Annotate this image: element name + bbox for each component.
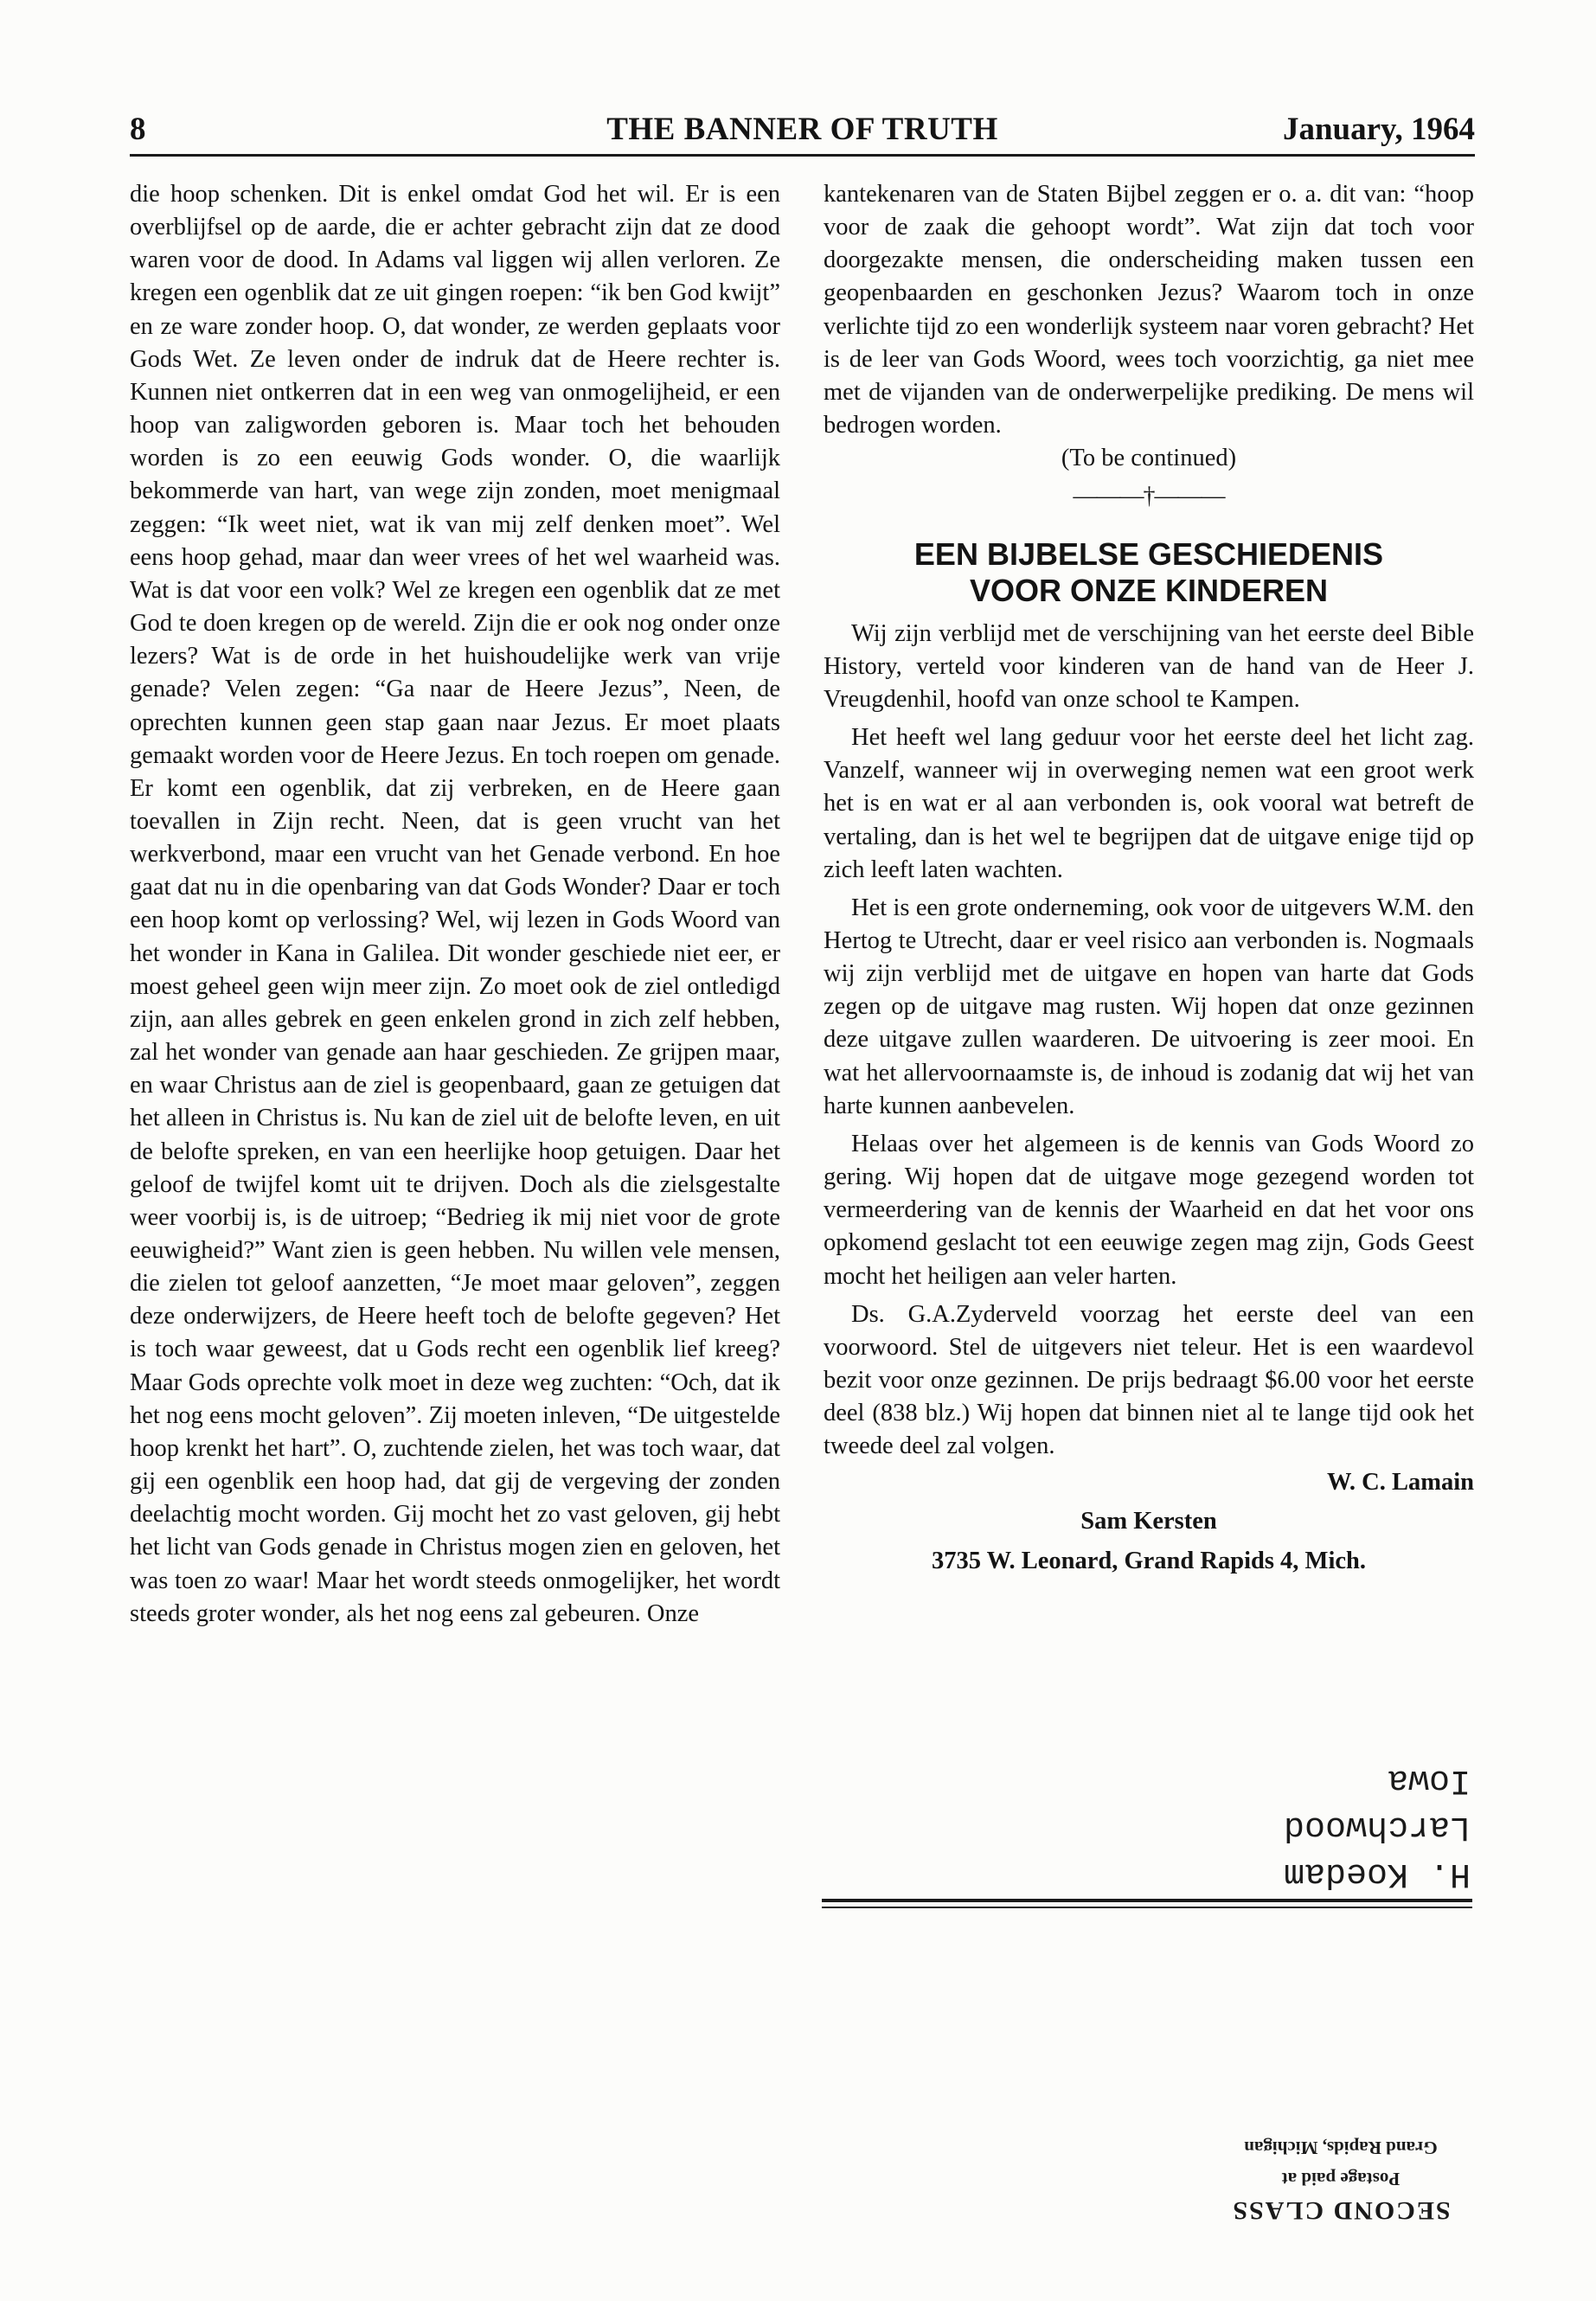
article-paragraph: Helaas over het algemeen is de kennis van Gods Woord zo gering. Wij hopen dat de uitgave moge gezegend worden tot vermeerdering van de kennis der Waarheid en dat het voor ons opkomend geslacht tot een eeuwige zegen mag zijn, Gods Geest mocht het heiligen aan veler harten. (824, 1130, 1474, 1290)
mailing-name: H. Koedam (1283, 1854, 1471, 1893)
signature-name: Sam Kersten (1080, 1507, 1217, 1535)
signature-author: W. C. Lamain (1327, 1469, 1474, 1497)
to-be-continued: (To be continued) (1061, 445, 1237, 472)
postage-line: Grand Rapids, Michigan (1244, 2138, 1438, 2158)
section-divider: ———†——— (1073, 483, 1225, 510)
article-paragraph: Het heeft wel lang geduur voor het eerste deel het licht zag. Vanzelf, wanneer wij in overweging nemen wat een groot werk het is en wat er al aan verbonden is, ook vooral wat betreft de vertaling, dan is het wel te begrijpen dat de uitgave enige tijd op zich leeft laten wachten. (824, 724, 1474, 883)
postage-indicia (1198, 2132, 1484, 2226)
postage-class: SECOND CLASS (1231, 2196, 1451, 2225)
publication-title: THE BANNER OF TRUTH (606, 112, 998, 147)
issue-date: January, 1964 (1282, 112, 1475, 147)
body-paragraph: kantekenaren van de Staten Bijbel zeggen er o. a. dit van: “hoop voor de zaak die gehoopt wordt”. Wat zijn dat toch voor doorgezakte mensen, die onderscheiding maken tussen een geopenbaarden en geschonken Jezus? Waarom toch in onze verlichte tijd zo een wonderlijk systeem naar voren gebracht? Het is de leer van Gods Woord, wees toch voorzichtig, ga niet mee met de vijanden van de onderwerpelijke prediking. De mens wil bedrogen worden. (824, 181, 1474, 439)
left-column (130, 178, 780, 1631)
article-heading-line: VOOR ONZE KINDEREN (969, 572, 1329, 608)
article-heading-line: EEN BIJBELSE GESCHIEDENIS (913, 535, 1384, 572)
mailing-state: Iowa (1387, 1760, 1471, 1799)
article-heading (824, 536, 1474, 609)
article-paragraph: Het is een grote onderneming, ook voor de uitgevers W.M. den Hertog te Utrecht, daar er veel risico aan verbonden is. Nogmaals wij zijn verblijd met de uitgave en hopen van harte dat Gods zegen op de uitgave mag rusten. Wij hopen dat onze gezinnen deze uitgave zullen waarderen. De uitvoering is zeer mooi. En wat het allervoornaamste is, de inhoud is zodanig dat wij het van harte kunnen aanbevelen. (824, 894, 1474, 1119)
double-rule-bottom (822, 1907, 1472, 1908)
double-rule-top (822, 1899, 1472, 1902)
body-paragraph: die hoop schenken. Dit is enkel omdat God het wil. Er is een overblijfsel op de aarde, die er achter gebracht zijn dat ze dood waren voor de dood. In Adams val liggen wij allen verloren. Ze kregen een ogenblik dat ze uit gingen roepen: “ik ben God kwijt” en ze ware zonder hoop. O, dat wonder, ze werden geplaats voor Gods Wet. Ze leven onder de indruk dat de Heere rechter is. Kunnen niet ontkerren dat in een weg van onmogelijheid, er een hoop van zaligworden geboren is. Maar toch het behouden worden is zo een eeuwig Gods wonder. O, die waarlijk bekommerde van hart, van wege zijn zonden, moet menigmaal zeggen: “Ik weet niet, wat ik van mij zelf denken moet”. Wel eens hoop gehad, maar dan weer vrees of het wel waarheid was. Wat is dat voor een volk? Wel ze kregen een ogenblik dat ze met God te doen kregen op de wereld. Zijn die er ook nog onder onze lezers? Wat is de orde in het huishoudelijke werk van vrije genade? Velen zegen: “Ga naar de Heere Jezus”, Neen, de oprechten kunnen geen stap gaan naar Jezus. Er moet plaats gemaakt worden voor de Heere Jezus. En toch roepen om genade. Er komt een ogenblik, dat zij verbreken, en de Heere gaan toevallen in Zijn recht. Neen, dat is geen vrucht van het werkverbond, maar een vrucht van het Genade verbond. En hoe gaat dat nu in die openbaring van dat Gods Wonder? Daar er toch een hoop komt op verlossing? Wel, wij lezen in Gods Woord van het wonder in Kana in Galilea. Dit wonder geschiede niet eer, er moest geheel geen wijn meer zijn. Zo moet ook de ziel ontledigd zijn, aan alles gebrek en geen enkelen grond in zich zelf hebben, zal het wonder van genade aan haar geschieden. Ze grijpen maar, en waar Christus aan de ziel is geopenbaard, gaan ze getuigen dat het alleen in Christus is. Nu kan de ziel uit de belofte leven, en uit de belofte spreken, en van een heerlijke hoop getuigen. Daar het geloof de twijfel komt uit te drijven. Doch als die zielsgestalte weer voorbij is, is de uitroep; “Bedrieg ik mij niet voor de grote eeuwigheid?” Want zien is geen hebben. Nu willen vele mensen, die zielen tot geloof aanzetten, “Je moet maar geloven”, zeggen deze onderwijzers, de Heere heeft toch de belofte gegeven? Het is toch waar geweest, dat u Gods recht een ogenblik lief kreeg? Maar Gods oprechte volk moet in deze weg zuchten: “Och, dat ik het nog eens mocht geloven”. Zij moeten inleven, “De uitgestelde hoop krenkt het hart”. O, zuchtende zielen, het was toch waar, dat gij een ogenblik een hoop had, dat gij de vergeving der zonden deelachtig mocht worden. Gij mocht het zo vast geloven, gij hebt het licht van Gods genade in Christus mogen zien en geloven, het was toen zo waar! Maar het wordt steeds onmogelijker, het wordt steeds groter wonder, als het nog eens zal gebeuren. Onze (130, 181, 780, 1627)
postage-line: Postage paid at (1281, 2169, 1401, 2189)
right-column (824, 178, 1474, 1578)
article-paragraph: Ds. G.A.Zyderveld voorzag het eerste deel van een voorwoord. Stel de uitgevers niet teleur. Het is een waardevol bezit voor onze gezinnen. De prijs bedraagt $6.00 voor het eerste deel (838 blz.) Wij hopen dat binnen niet al te lange tijd ook het tweede deel zal volgen. (824, 1300, 1474, 1460)
mailing-label (1211, 1756, 1471, 1896)
mailing-city: Larchwood (1283, 1807, 1471, 1846)
signature-address: 3735 W. Leonard, Grand Rapids 4, Mich. (931, 1547, 1366, 1574)
article-paragraph: Wij zijn verblijd met de verschijning van het eerste deel Bible History, verteld voor kinderen van de hand van de Heer J. Vreugdenhil, hoofd van onze school te Kampen. (824, 619, 1474, 713)
running-header (130, 111, 1475, 157)
page-number: 8 (130, 112, 146, 147)
